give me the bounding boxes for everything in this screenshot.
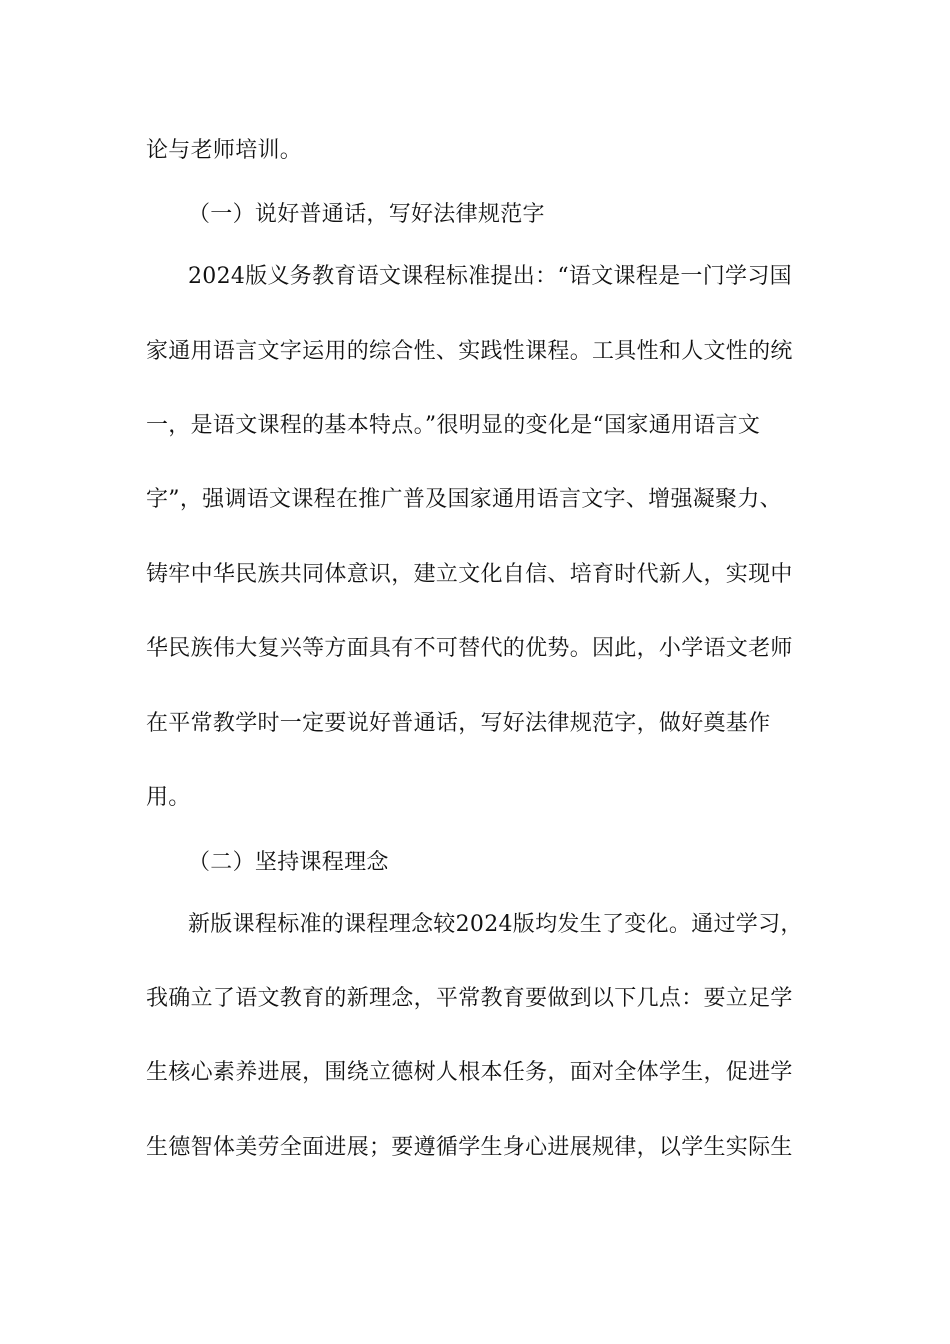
paragraph-line: 生核心素养进展，围绕立德树人根本任务，面对全体学生，促进学	[146, 1060, 793, 1085]
paragraph-line: 用。	[146, 785, 191, 810]
paragraph-line: 一，是语文课程的基本特点。”很明显的变化是“国家通用语言文	[146, 413, 761, 438]
paragraph-line: 字”，强调语文课程在推广普及国家通用语言文字、增强凝聚力、	[146, 487, 782, 512]
paragraph-line: 论与老师培训。	[146, 138, 303, 163]
paragraph-line: 新版课程标准的课程理念较2024版均发生了变化。通过学习，	[188, 912, 803, 937]
paragraph-line: 2024版义务教育语文课程标准提出：“语文课程是一门学习国	[188, 264, 792, 289]
paragraph-line: 家通用语言文字运用的综合性、实践性课程。工具性和人文性的统	[146, 339, 793, 364]
paragraph-line: 生德智体美劳全面进展；要遵循学生身心进展规律，以学生实际生	[146, 1135, 793, 1160]
paragraph-line: 我确立了语文教育的新理念，平常教育要做到以下几点：要立足学	[146, 986, 793, 1011]
paragraph-line: 华民族伟大复兴等方面具有不可替代的优势。因此，小学语文老师	[146, 636, 793, 661]
paragraph-line: 铸牢中华民族共同体意识，建立文化自信、培育时代新人，实现中	[146, 562, 793, 587]
section-heading: （二）坚持课程理念	[188, 850, 389, 875]
paragraph-line: 在平常教学时一定要说好普通话，写好法律规范字，做好奠基作	[146, 711, 771, 736]
section-heading: （一）说好普通话，写好法律规范字	[188, 202, 545, 227]
